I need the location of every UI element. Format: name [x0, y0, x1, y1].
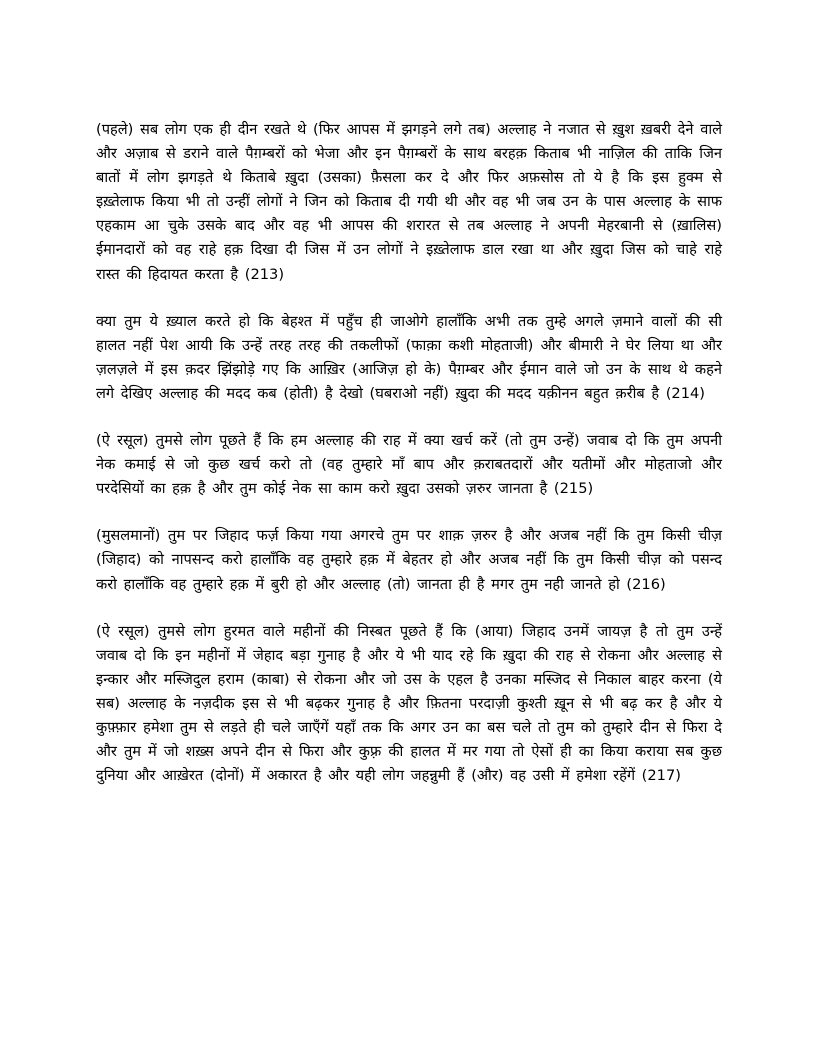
document-page	[96, 118, 722, 811]
paragraph-217: (ऐ रसूल) तुमसे लोग हुरमत वाले महीनों की निस्बत पूछते हैं कि (आया) जिहाद उनमें जायज़ है तो तुम उन्हें जवाब दो कि इन महीनों में जेहाद बड़ा गुनाह है और ये भी याद रहे कि ख़ुदा की राह से रोकना और अल्लाह से इन्कार और मस्जिदुल हराम (काबा) से रोकना और जो उस के एहल है उनका मस्जिद से निकाल बाहर करना (ये सब) अल्लाह के नज़दीक इस से भी बढ़कर गुनाह है और फ़ितना परदाज़ी कुश्ती ख़ून से भी बढ़ कर है और ये कुफ़्फ़ार हमेशा तुम से लड़ते ही चले जाएँगें यहाँ तक कि अगर उन का बस चले तो तुम को तुम्हारे दीन से फिरा दे और तुम में जो शख़्स अपने दीन से फिरा और कुफ़्र की हालत में मर गया तो ऐसों ही का किया कराया सब कुछ दुनिया और आख़ेरत (दोनों) में अकारत है और यही लोग जहन्नुमी हैं (और) वह उसी में हमेशा रहेंगें (217)	[96, 622, 722, 785]
paragraph-216: (मुसलमानों) तुम पर जिहाद फर्ज़ किया गया अगरचे तुम पर शाक़ ज़रुर है और अजब नहीं कि तुम किसी चीज़ (जिहाद) को नापसन्द करो हालाँकि वह तुम्हारे हक़ में बेहतर हो और अजब नहीं कि तुम किसी चीज़ को पसन्द करो हालाँकि वह तुम्हारे हक़ में बुरी हो और अल्लाह (तो) जानता ही है मगर तुम नही जानते हो (216)	[96, 527, 722, 593]
paragraph-214: क्या तुम ये ख़्याल करते हो कि बेहश्त में पहुँच ही जाओगे हालाँकि अभी तक तुम्हे अगले ज़माने वालों की सी हालत नहीं पेश आयी कि उन्हें तरह तरह की तकलीफों (फाक़ा कशी मोहताजी) और बीमारी ने घेर लिया था और ज़लज़ले में इस क़दर झिंझोड़े गए कि आख़िर (आजिज़ हो के) पैग़म्बर और ईमान वाले जो उन के साथ थे कहने लगे देखिए अल्लाह की मदद कब (होती) है देखो (घबराओ नहीं) ख़ुदा की मदद यक़ीनन बहुत क़रीब है (214)	[96, 312, 722, 402]
paragraph-215: (ऐ रसूल) तुमसे लोग पूछते हैं कि हम अल्लाह की राह में क्या खर्च करें (तो तुम उन्हें) जवाब दो कि तुम अपनी नेक कमाई से जो कुछ खर्च करो तो (वह तुम्हारे माँ बाप और क़राबतदारों और यतीमों और मोहताजो और परदेसियों का हक़ है और तुम कोई नेक सा काम करो ख़ुदा उसको ज़रुर जानता है (215)	[96, 432, 722, 498]
paragraph-213: (पहले) सब लोग एक ही दीन रखते थे (फिर आपस में झगड़ने लगे तब) अल्लाह ने नजात से ख़ुश ख़बरी देने वाले और अज़ाब से डराने वाले पैग़म्बरों को भेजा और इन पैग़म्बरों के साथ बरहक़ किताब भी नाज़िल की ताकि जिन बातों में लोग झगड़ते थे किताबे ख़ुदा (उसका) फ़ैसला कर दे और फिर अफ़सोस तो ये है कि इस हुक्म से इख़्तेलाफ किया भी तो उन्हीं लोगों ने जिन को किताब दी गयी थी और वह भी जब उन के पास अल्लाह के साफ एहकाम आ चुके उसके बाद और वह भी आपस की शरारत से तब अल्लाह ने अपनी मेहरबानी से (ख़ालिस) ईमानदारों को वह राहे हक़ दिखा दी जिस में उन लोगों ने इख़्तेलाफ डाल रखा था और ख़ुदा जिस को चाहे राहे रास्त की हिदायत करता है (213)	[96, 121, 722, 283]
